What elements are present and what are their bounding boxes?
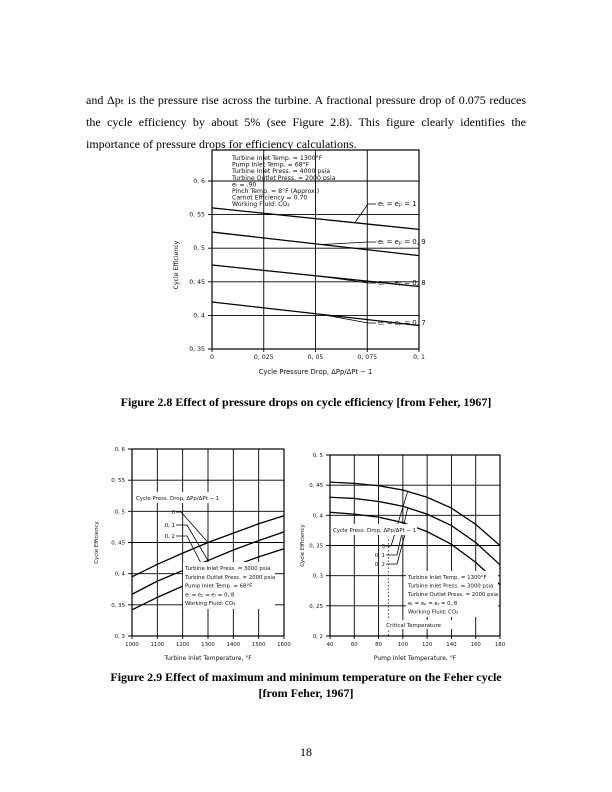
y-tick-label: 0, 4 — [114, 571, 125, 578]
y-tick-label: 0, 35 — [189, 346, 205, 353]
chart-note: Turbine Inlet Press. = 3000 psia — [408, 583, 494, 590]
x-tick-label: 100 — [397, 642, 409, 648]
leader-line — [355, 204, 376, 223]
chart-condition-text: Turbine Inlet Press. = 4000 psia — [232, 168, 331, 176]
chart-note: Turbine Outlet Press. = 2000 psia — [185, 574, 276, 581]
paragraph-line: the cycle efficiency by about 5% (see Figure 2.8). This figure clearly identifies the — [86, 115, 526, 129]
y-tick-label: 0, 3 — [114, 634, 125, 640]
y-tick-label: 0, 35 — [111, 602, 125, 609]
series-label: 0, 1 — [374, 553, 385, 559]
x-tick-label: 1300 — [201, 642, 215, 648]
chart-note: Working Fluid: CO₂ — [185, 601, 236, 608]
x-tick-label: 1500 — [251, 642, 266, 648]
chart-note: eₜ = eₚ = eᵣ = 0, 8 — [408, 600, 458, 607]
series-label: eₜ = eₚ = 0, 9 — [378, 238, 426, 246]
chart-1 — [173, 150, 426, 376]
x-tick-label: 1400 — [226, 642, 241, 648]
chart-note: Turbine Inlet Press. = 3000 psia — [185, 566, 271, 572]
series-label: eₜ = eₚ = 0, 7 — [378, 319, 426, 327]
y-tick-label: 0, 6 — [193, 178, 205, 185]
x-tick-label: 80 — [375, 642, 383, 648]
legend-title: Cycle Press. Drop, ΔPp/ΔPt − 1 — [333, 528, 417, 534]
chart-condition-text: eᵣ = .90 — [232, 181, 257, 189]
y-tick-label: 0, 5 — [114, 509, 125, 516]
y-tick-label: 0, 2 — [312, 634, 323, 640]
leader-arrow — [176, 512, 208, 543]
chart-condition-text: Carnot Efficiency = 0.70 — [232, 194, 308, 202]
y-axis-label: Cycle Efficiency — [94, 521, 100, 564]
paragraph-line: and Δpₜ is the pressure rise across the turbine. A fractional pressure drop of 0.075 reduces — [86, 93, 526, 107]
page-number: 18 — [300, 745, 312, 759]
x-tick-label: 0, 1 — [413, 354, 425, 361]
chart-note: eₜ = eₚ = eᵣ = 0, 8 — [185, 592, 235, 599]
y-tick-label: 0, 4 — [312, 513, 323, 520]
y-tick-label: 0, 5 — [193, 245, 205, 253]
x-tick-label: 1000 — [125, 642, 139, 648]
series-label: eₜ = eₚ = 0, 8 — [378, 279, 426, 287]
y-tick-label: 0, 45 — [309, 483, 323, 490]
x-axis-label: Turbine Inlet Temperature, °F — [164, 655, 252, 662]
y-tick-label: 0, 55 — [189, 211, 205, 219]
leader-line — [322, 242, 376, 245]
chart-condition-text: Turbine Inlet Temp. = 1300°F — [232, 155, 323, 162]
x-tick-label: 120 — [421, 642, 433, 648]
series-label: 0, 1 — [164, 523, 175, 529]
x-tick-label: 0, 05 — [307, 354, 324, 361]
chart-condition-text: Pinch Temp. = 8°F (Approx.) — [232, 188, 320, 195]
y-tick-label: 0, 4 — [193, 312, 205, 320]
figure-2-9-caption: Figure 2.9 Effect of maximum and minimum temperature on the Feher cycle — [110, 670, 502, 684]
series-label: eₜ = eₚ = 1 — [378, 200, 417, 208]
y-tick-label: 0, 6 — [114, 447, 125, 453]
y-tick-label: 0, 25 — [309, 603, 323, 610]
series-label: 0, 2 — [374, 562, 385, 568]
x-tick-label: 140 — [446, 642, 457, 648]
chart-2 — [94, 447, 291, 662]
x-tick-label: 1200 — [175, 642, 190, 648]
critical-temperature-label: Critical Temperature — [386, 623, 442, 629]
chart-note: Turbine Inlet Temp. = 1300°F — [408, 575, 487, 581]
x-tick-label: 0, 075 — [357, 354, 378, 361]
chart-condition-text: Pump Inlet Temp. = 68°F — [232, 161, 310, 169]
chart-note: Turbine Outlet Press. = 2000 psia — [408, 592, 499, 599]
chart-condition-text: Working Fluid: CO₂ — [232, 201, 290, 209]
x-tick-label: 1100 — [150, 642, 165, 648]
x-tick-label: 160 — [470, 642, 481, 648]
y-tick-label: 0, 5 — [312, 453, 323, 459]
x-tick-label: 1600 — [277, 642, 291, 648]
y-tick-label: 0, 45 — [111, 540, 125, 547]
chart-note: Working Fluid: CO₂ — [408, 609, 459, 616]
y-axis-label: Cycle Efficiency — [300, 524, 306, 567]
y-tick-label: 0, 55 — [111, 478, 125, 485]
y-tick-label: 0, 3 — [312, 573, 323, 580]
figure-2-8-caption: Figure 2.8 Effect of pressure drops on cycle efficiency [from Feher, 1967] — [120, 395, 492, 409]
y-tick-label: 0, 35 — [309, 543, 323, 550]
x-tick-label: 180 — [494, 642, 506, 648]
chart-condition-text: Turbine Outlet Press. = 2000 psia — [232, 174, 336, 182]
x-axis-label: Pump Inlet Temperature, °F — [373, 655, 457, 662]
legend-title: Cycle Press. Drop, ΔPp/ΔPt − 1 — [136, 496, 220, 502]
paragraph-line: importance of pressure drops for efficiency calculations. — [86, 137, 357, 151]
x-tick-label: 0, 025 — [253, 354, 274, 361]
y-axis-label: Cycle Efficiency — [173, 240, 180, 290]
x-tick-label: 60 — [350, 642, 358, 648]
series-label: 0 — [171, 510, 175, 516]
x-tick-label: 40 — [326, 642, 334, 648]
series-label: 0, 2 — [164, 534, 175, 540]
y-tick-label: 0, 45 — [189, 278, 205, 286]
figure-2-9-caption-source: [from Feher, 1967] — [258, 686, 354, 700]
chart-note: Pump Inlet Temp. = 68°F — [185, 583, 253, 590]
series-label: 0 — [381, 544, 385, 550]
x-tick-label: 0 — [210, 354, 214, 361]
x-axis-label: Cycle Pressure Drop, ΔPp/ΔPt − 1 — [258, 368, 373, 376]
chart-3 — [300, 453, 506, 662]
